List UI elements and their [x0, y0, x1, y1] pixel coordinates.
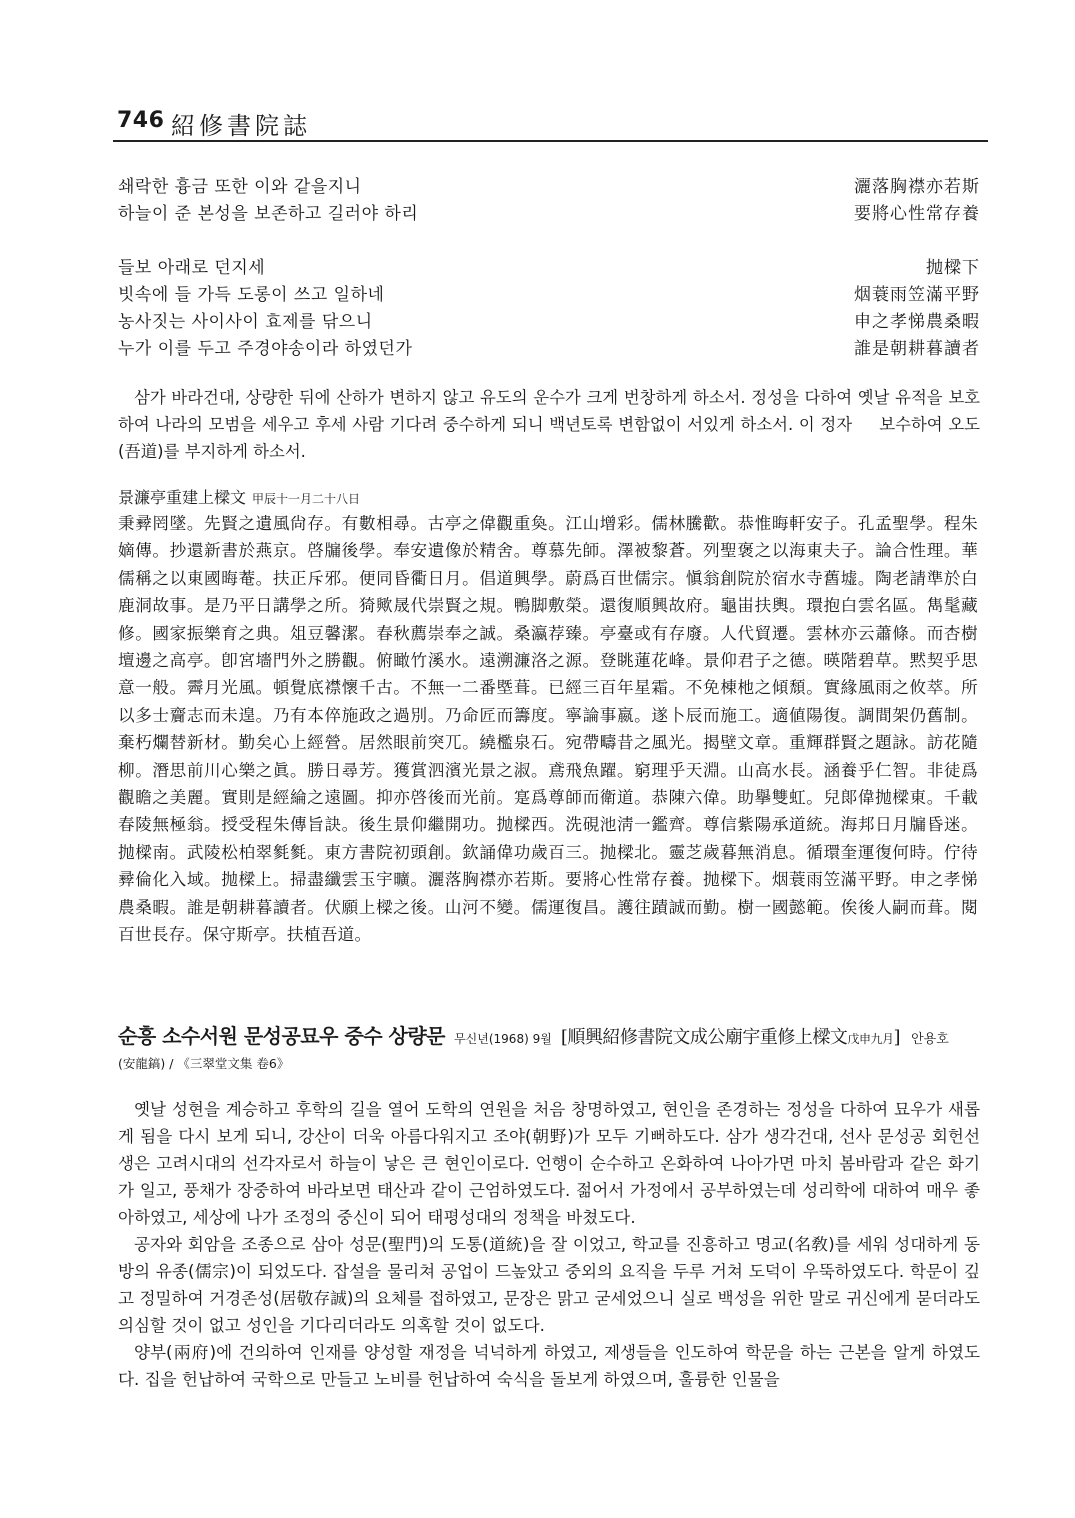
verse-korean: 빗속에 들 가득 도롱이 쓰고 일하네 [118, 285, 385, 305]
book-title: 紹修書院誌 [171, 112, 311, 140]
prayer-paragraph: 삼가 바라건대, 상량한 뒤에 산하가 변하지 않고 유도의 운수가 크게 번창하게 하소서. 정성을 다하여 옛날 유적을 보호하여 나라의 모범을 세우고 후세 사람 기다려 중수하게 되니 백년토록 변함없이 서있게 하소서. 이 정자 ᅟ 보수하여 오도(吾道)를 부지하게 하소서. [118, 388, 980, 461]
body-paragraph: 양부(兩府)에 건의하여 인재를 양성할 재정을 넉넉하게 하였고, 제생들을 인도하여 학문을 하는 근본을 알게 하였도다. 집을 헌납하여 국학으로 만들고 노비를 헌납하여 숙식을 돌보게 하였으며, 훌륭한 인물을 [118, 1343, 980, 1389]
verse-korean: 들보 아래로 던지세 [118, 258, 266, 278]
verse-hanja: 誰是朝耕暮讀者 [854, 339, 980, 359]
translation-body [118, 1096, 980, 1393]
verse-hanja: 申之孝悌農桑暇 [854, 312, 980, 332]
citation-title: 景濂亭重建上樑文 [118, 488, 247, 507]
section-title-korean: 순흥 소수서원 문성공묘우 중수 상량문 [118, 1024, 445, 1048]
verse-korean: 하늘이 준 본성을 보존하고 길러야 하리 [118, 204, 419, 224]
verse-hanja: 烟蓑雨笠滿平野 [854, 285, 980, 305]
verse-line [118, 172, 980, 198]
verse-korean: 농사짓는 사이사이 효제를 닦으니 [118, 312, 373, 332]
section-title-hanja [561, 1027, 900, 1048]
verse-line [118, 199, 980, 225]
verse-korean: 누가 이를 두고 주경야송이라 하였던가 [118, 339, 413, 359]
verse-line [118, 307, 980, 333]
citation-date: 甲辰十一月二十八日 [252, 492, 361, 506]
verse-hanja: 要將心性常存養 [854, 204, 980, 224]
verse-line [118, 334, 980, 360]
verse-korean: 쇄락한 흉금 또한 이와 같을지니 [118, 177, 362, 197]
classical-text-block: 秉彛罔墜。先賢之遺風尙存。有數相尋。古亭之偉觀重奐。江山增彩。儒林騰歡。恭惟晦軒安子。孔孟聖學。程朱嫡傳。抄還新書於燕京。啓牖後學。奉安遺像於精舍。尊慕先師。澤被黎蒼。列聖褒之以海東夫子。論合性理。華儒稱之以東國晦菴。扶正斥邪。便同昏衢日月。倡道興學。蔚爲百世儒宗。愼翁創院於宿水寺舊墟。陶老請準於白鹿洞故事。是乃平日講學之所。猗歟晟代崇賢之規。鴨脚敷榮。還復順興故府。龜峀扶輿。環抱白雲名區。雋髦藏修。國家振樂育之典。俎豆馨潔。春秋薦崇奉之誠。桑瀛荐臻。亭臺或有存廢。人代貿遷。雲林亦云蕭條。而杏樹壇邊之高亭。卽宮墻門外之勝觀。俯瞰竹溪水。遠溯濂洛之源。登眺蓮花峰。景仰君子之德。暎階碧草。黙契乎思意一般。霽月光風。頓覺底襟懷千古。不無一二番塈葺。已經三百年星霜。不免棟杝之傾頹。實緣風雨之攸萃。所以多士齎志而未遑。乃有本倅施政之過別。乃命匠而籌度。寧論事嬴。遂卜辰而施工。適値陽復。調間架仍舊制。棄朽爛替新材。勤矣心上經營。居然眼前突兀。繞檻泉石。宛帶疇昔之風光。揭壁文章。重輝群賢之題詠。訪花隨柳。潛思前川心樂之眞。勝日尋芳。獲賞泗濱光景之淑。鳶飛魚躍。窮理乎天淵。山高水長。涵養乎仁智。非徒爲觀瞻之美麗。實則是經綸之遠圖。抑亦啓後而光前。寔爲尊師而衛道。恭陳六偉。助擧雙虹。兒郞偉抛樑東。千載春陵無極翁。授受程朱傳旨訣。後生景仰繼開功。抛樑西。洗硯池淸一鑑齊。尊信紫陽承道統。海邦日月牖昏迷。抛樑南。武陵松柏翠毿毿。東方書院初頭創。欽誦偉功歲百三。抛樑北。靈芝歲暮無消息。循環奎運復何時。佇待彛倫化入域。抛樑上。掃盡纖雲玉宇曠。灑落胸襟亦若斯。要將心性常存養。抛樑下。烟蓑雨笠滿平野。申之孝悌農桑暇。誰是朝耕暮讀者。伏願上樑之後。山河不變。儒運復昌。護往蹟誠而勤。樹一國懿範。俟後人嗣而葺。閱百世長存。保守斯亭。扶植吾道。 [118, 514, 978, 945]
page-number: 746 [117, 108, 165, 133]
verse-hanja: 抛樑下 [926, 258, 980, 278]
section-title-hanja-text: [順興紹修書院文成公廟宇重修上樑文 [560, 1027, 848, 1048]
section-heading [118, 1020, 988, 1049]
verse-line [118, 280, 980, 306]
body-paragraph: 옛날 성현을 계승하고 후학의 길을 열어 도학의 연원을 처음 창명하였고, 현인을 존경하는 정성을 다하여 묘우가 새롭게 됨을 다시 보게 되니, 강산이 더욱 아름다워지고 조야(朝野)가 모두 기뻐하도다. 삼가 생각건대, 선사 문성공 회헌선생은 고려시대의 선각자로서 하늘이 낳은 큰 현인이로다. 언행이 순수하고 온화하여 나아가면 마치 봄바람과 같은 화기가 일고, 풍채가 장중하여 바라보면 태산과 같이 근엄하였도다. 젊어서 가정에서 공부하였는데 성리학에 대하여 매우 좋아하였고, 세상에 나가 조정의 중신이 되어 태평성대의 정책을 바쳤도다. [118, 1100, 980, 1227]
section-source: (安龍鎬) / 《三翠堂文集 卷6》 [118, 1056, 290, 1071]
verse-hanja: 灑落胸襟亦若斯 [854, 177, 980, 197]
verse-line [118, 253, 980, 279]
section-date-korean: 무신년(1968) 9월 [454, 1032, 552, 1046]
body-paragraph: 공자와 회암을 조종으로 삼아 성문(聖門)의 도통(道統)을 잘 이었고, 학교를 진흥하고 명교(名敎)를 세워 성대하게 동방의 유종(儒宗)이 되었도다. 잡설을 물리쳐 공업이 드높았고 중외의 요직을 두루 거쳐 도덕이 우뚝하였도다. 학문이 깊고 정밀하여 거경존성(居敬存誠)의 요체를 접하였고, 문장은 맑고 굳세었으니 실로 백성을 위한 말로 귀신에게 묻더라도 의심할 것이 없고 성인을 기다리더라도 의혹할 것이 없도다. [118, 1235, 980, 1335]
citation-heading [118, 485, 360, 508]
section-title-bracket: ] [893, 1027, 900, 1048]
section-author: 안용호 [911, 1032, 949, 1047]
section-date-hanja: 戊申九月 [847, 1032, 894, 1046]
page-header [113, 106, 988, 142]
